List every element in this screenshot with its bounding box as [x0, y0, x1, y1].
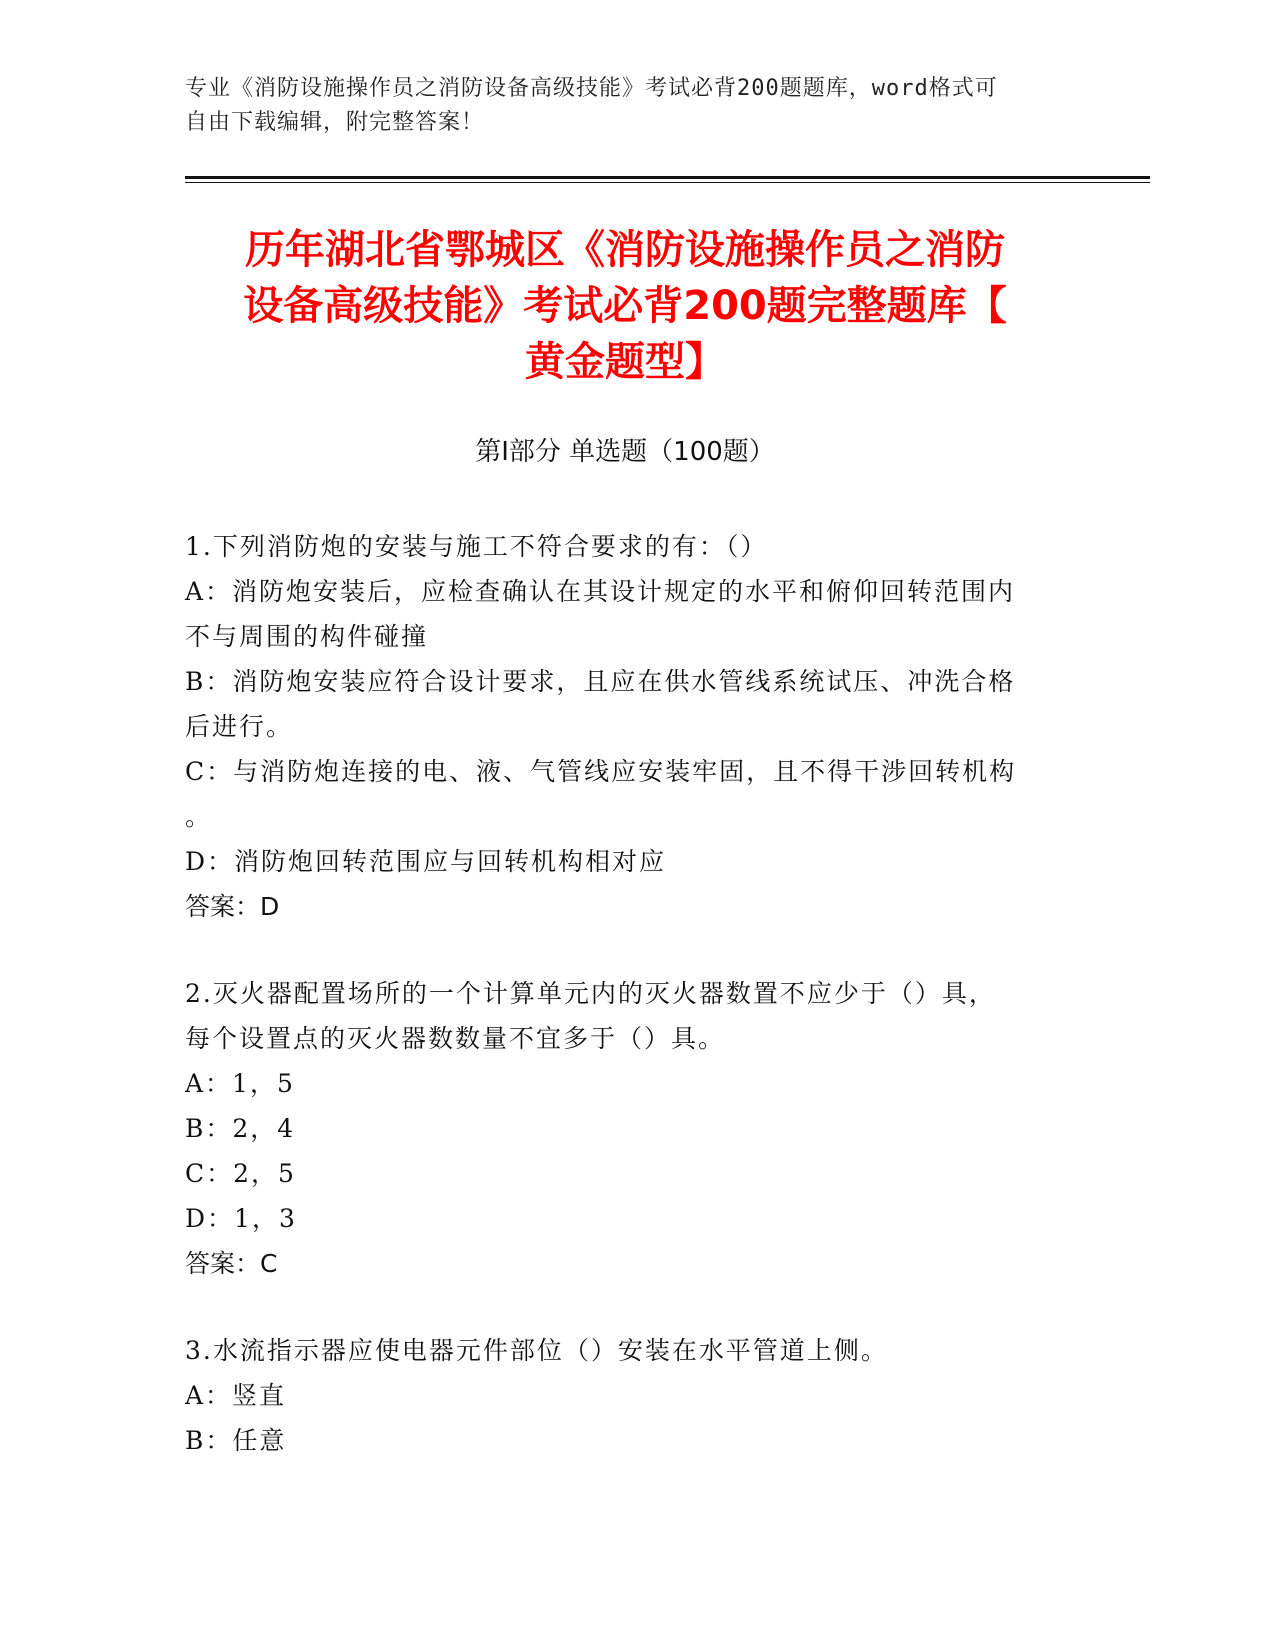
option-a-cont: 不与周围的构件碰撞 [185, 622, 429, 651]
question-1 [185, 524, 1065, 929]
question-list [185, 524, 1065, 1505]
option-a: A：竖直 [185, 1381, 287, 1410]
header-note [185, 72, 1065, 140]
question-stem: 2.灭火器配置场所的一个计算单元内的灭火器数置不应少于（）具， [185, 979, 996, 1008]
option-d: D：消防炮回转范围应与回转机构相对应 [185, 847, 667, 876]
section-title: 第Ⅰ部分 单选题（100题） [475, 437, 775, 467]
document-title-line-1: 历年湖北省鄂城区《消防设施操作员之消防 [245, 227, 1005, 273]
header-note-line-1: 专业《消防设施操作员之消防设备高级技能》考试必背200题题库，word格式可 [185, 76, 998, 101]
question-stem: 1.下列消防炮的安装与施工不符合要求的有：（） [185, 532, 768, 561]
question-stem-cont: 每个设置点的灭火器数数量不宜多于（）具。 [185, 1024, 726, 1053]
document-title-line-3: 黄金题型】 [525, 339, 725, 385]
option-a: A：1，5 [185, 1069, 295, 1098]
document-title-line-2: 设备高级技能》考试必背200题完整题库【 [243, 283, 1007, 329]
question-stem: 3.水流指示器应使电器元件部位（）安装在水平管道上侧。 [185, 1336, 888, 1365]
option-b: B：任意 [185, 1426, 287, 1455]
answer: 答案：C [185, 1249, 278, 1278]
document-title [185, 222, 1065, 390]
header-note-line-2: 自由下载编辑，附完整答案！ [185, 110, 485, 135]
option-c: C：2，5 [185, 1159, 296, 1188]
option-d: D：1，3 [185, 1204, 297, 1233]
option-a: A：消防炮安装后，应检查确认在其设计规定的水平和俯仰回转范围内 [185, 577, 1016, 606]
option-c: C：与消防炮连接的电、液、气管线应安装牢固，且不得干涉回转机构 [185, 757, 1017, 786]
option-c-cont: 。 [185, 802, 213, 831]
question-2 [185, 971, 1065, 1286]
option-b: B：2，4 [185, 1114, 296, 1143]
option-b-cont: 后进行。 [185, 712, 294, 741]
option-b: B：消防炮安装应符合设计要求，且应在供水管线系统试压、冲洗合格 [185, 667, 1016, 696]
header-divider-thin [185, 182, 1150, 183]
header-divider-thick [185, 176, 1150, 179]
question-3 [185, 1328, 1065, 1463]
answer: 答案：D [185, 892, 280, 921]
